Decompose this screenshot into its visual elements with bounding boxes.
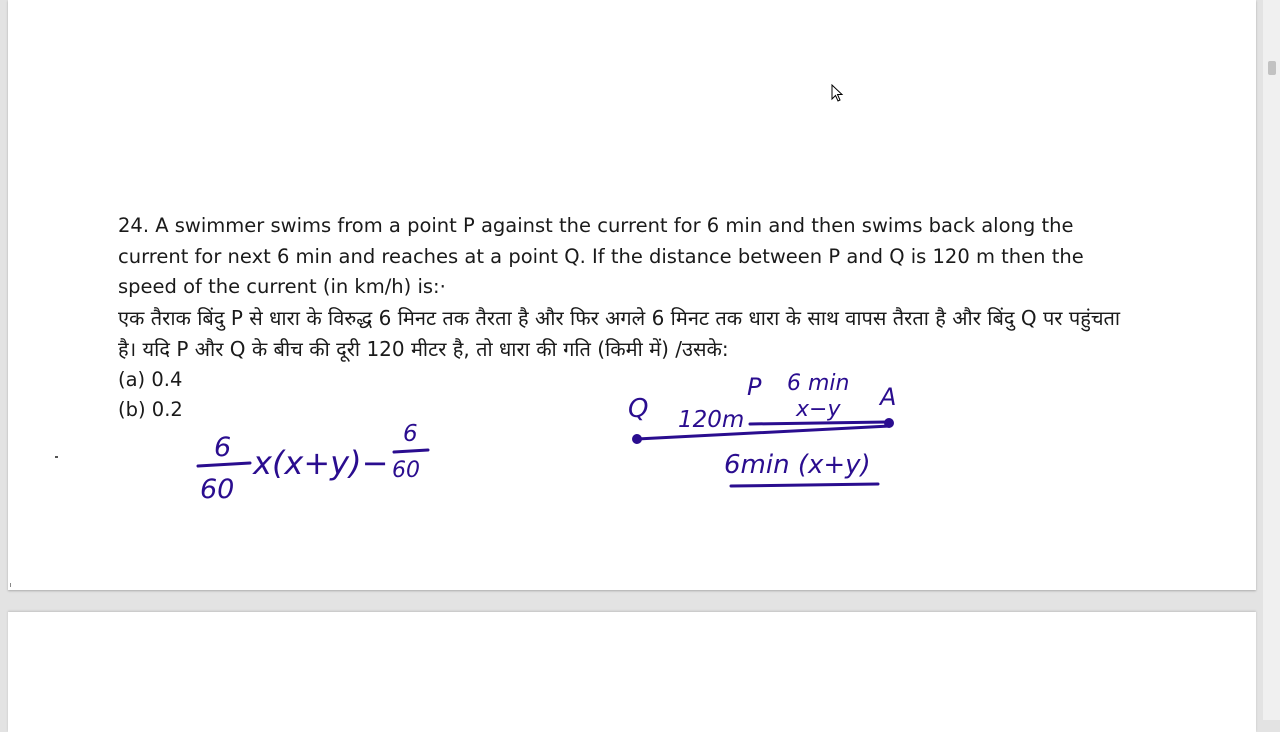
hw-label-p: P: [747, 373, 762, 401]
hw-upper-line: [750, 422, 887, 424]
hw-fraction1-denominator: 60: [200, 474, 235, 505]
hw-expression: x(x+y)−: [253, 444, 389, 482]
hw-fraction1-bar: [198, 463, 250, 466]
hw-fraction1-numerator: 6: [214, 432, 232, 463]
hw-fraction2-bar: [394, 450, 428, 452]
hw-point-a: [886, 420, 893, 427]
hw-point-q: [634, 436, 641, 443]
hw-fraction2-numerator: 6: [403, 421, 418, 447]
hw-top-speed: x−y: [796, 397, 841, 422]
hw-bottom-underline: [731, 484, 878, 486]
hw-distance: 120m: [678, 407, 745, 433]
question-hindi: एक तैराक बिंदु P से धारा के विरुद्ध 6 मिनट तक तैरता है और फिर अगले 6 मिनट तक धारा के साथ वापस तैरता है और बिंदु Q पर पहुंचता है। यदि P और Q के बीच की दूरी 120 मीटर है, तो धारा की गति (किमी में) /उसके:: [118, 305, 1121, 361]
hw-top-time: 6 min: [787, 371, 850, 396]
option-b: (b) 0.2: [118, 397, 183, 421]
hw-fraction2-denominator: 60: [392, 458, 420, 483]
hw-main-line: [637, 426, 890, 439]
mouse-cursor-icon: [831, 84, 845, 104]
hw-label-q: Q: [628, 394, 649, 424]
hw-bottom-label: 6min (x+y): [724, 450, 871, 480]
question-english: 24. A swimmer swims from a point P against the current for 6 min and then swims back along the current for next 6 min and reaches at a point Q. If the distance between P and Q is 120 m then the speed of the current (in km/h) is:·: [118, 214, 1084, 298]
option-a: (a) 0.4: [118, 367, 183, 391]
hw-label-a: A: [880, 383, 897, 411]
